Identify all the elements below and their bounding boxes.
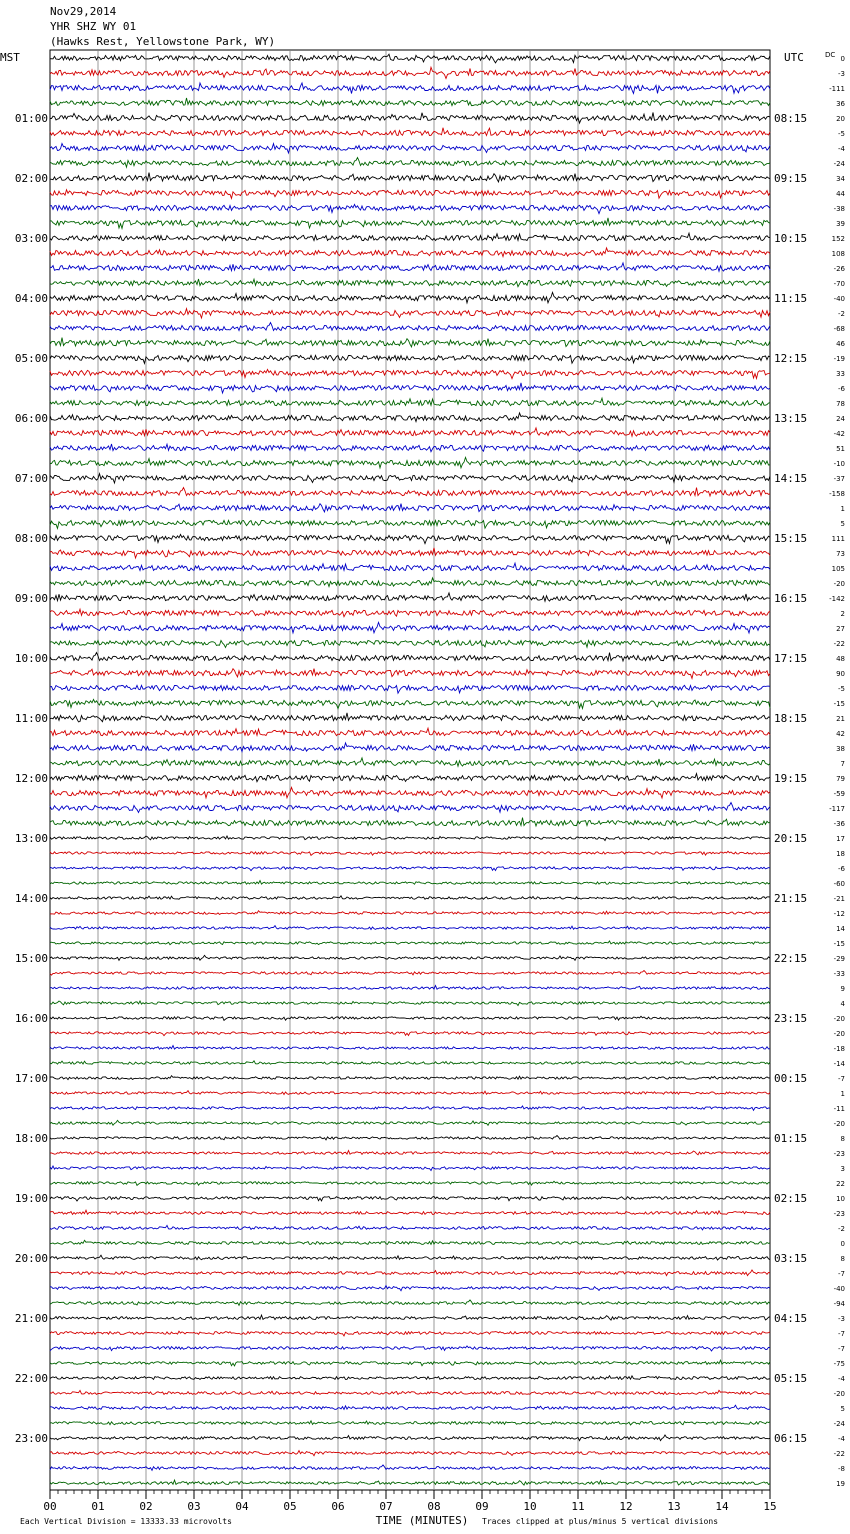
dc-offset-label: -4 — [838, 145, 845, 153]
x-tick-label: 02 — [139, 1500, 153, 1513]
x-tick-label: 14 — [715, 1500, 729, 1513]
seismic-trace — [50, 1346, 770, 1351]
seismic-trace — [50, 413, 770, 422]
dc-offset-label: 48 — [836, 655, 845, 663]
seismic-trace — [50, 728, 770, 735]
hour-label-utc: 16:15 — [774, 592, 808, 605]
dc-offset-label: -20 — [833, 1390, 845, 1398]
x-tick-label: 10 — [523, 1500, 537, 1513]
x-tick-label: 08 — [427, 1500, 441, 1513]
seismic-trace — [50, 774, 770, 782]
seismic-trace — [50, 609, 770, 617]
dc-offset-label: -20 — [833, 1030, 845, 1038]
dc-offset-label: 73 — [836, 550, 845, 558]
dc-offset-label: -7 — [838, 1270, 845, 1278]
seismic-trace — [50, 622, 770, 633]
seismic-trace — [50, 338, 770, 347]
hour-label-utc: 02:15 — [774, 1192, 808, 1205]
dc-offset-label: 1 — [840, 1090, 845, 1098]
x-tick-label: 09 — [475, 1500, 489, 1513]
utc-label: UTC — [784, 51, 804, 64]
seismic-trace — [50, 1151, 770, 1155]
seismic-trace — [50, 1136, 770, 1140]
dc-offset-label: 44 — [836, 190, 845, 198]
hour-label-utc: 01:15 — [774, 1132, 808, 1145]
seismic-trace — [50, 1435, 770, 1441]
dc-offset-label: 24 — [836, 415, 845, 423]
dc-offset-label: -14 — [833, 1060, 845, 1068]
hour-label-utc: 09:15 — [774, 172, 808, 185]
x-tick-label: 06 — [331, 1500, 345, 1513]
seismic-trace — [50, 204, 770, 213]
dc-offset-label: -5 — [838, 130, 845, 138]
x-tick-label: 15 — [763, 1500, 777, 1513]
hour-label-mst: 12:00 — [14, 772, 48, 785]
seismic-trace — [50, 803, 770, 813]
seismic-trace — [50, 926, 770, 930]
dc-offset-label: -20 — [833, 1120, 845, 1128]
hour-label-utc: 12:15 — [774, 352, 808, 365]
header-location: (Hawks Rest, Yellowstone Park, WY) — [50, 35, 276, 48]
dc-offset-label: -4 — [838, 1435, 845, 1443]
hour-label-utc: 17:15 — [774, 652, 808, 665]
dc-offset-label: -7 — [838, 1345, 845, 1353]
hour-label-mst: 13:00 — [14, 832, 48, 845]
seismic-trace — [50, 1032, 770, 1036]
seismic-trace — [50, 896, 770, 899]
seismic-trace — [50, 444, 770, 452]
seismic-trace — [50, 292, 770, 303]
dc-offset-label: -60 — [833, 880, 845, 888]
header-station: YHR SHZ WY 01 — [50, 20, 137, 33]
seismic-trace — [50, 699, 770, 708]
hour-label-mst: 03:00 — [14, 232, 48, 245]
seismic-trace — [50, 279, 770, 287]
dc-offset-label: 8 — [840, 1135, 845, 1143]
seismic-trace — [50, 1181, 770, 1185]
dc-offset-label: -29 — [833, 955, 845, 963]
dc-offset-label: 7 — [840, 760, 845, 768]
hour-label-utc: 22:15 — [774, 952, 808, 965]
dc-offset-label: -40 — [833, 295, 845, 303]
seismic-trace — [50, 520, 770, 528]
x-axis-title: TIME (MINUTES) — [375, 1514, 469, 1527]
seismic-trace — [50, 881, 770, 885]
seismic-trace — [50, 263, 770, 271]
dc-offset-label: -24 — [833, 160, 845, 168]
dc-offset-label: -75 — [833, 1360, 845, 1368]
dc-offset-label: -111 — [829, 85, 845, 93]
dc-offset-label: -37 — [833, 475, 845, 483]
dc-offset-label: 33 — [836, 370, 845, 378]
dc-offset-label: -12 — [833, 910, 845, 918]
seismic-trace — [50, 1106, 770, 1110]
dc-offset-label: -6 — [838, 385, 845, 393]
seismic-trace — [50, 233, 770, 240]
hour-label-mst: 14:00 — [14, 892, 48, 905]
dc-offset-label: -94 — [833, 1300, 845, 1308]
hour-label-utc: 06:15 — [774, 1432, 808, 1445]
dc-offset-label: -18 — [833, 1045, 845, 1053]
seismic-trace — [50, 685, 770, 693]
dc-offset-label: -7 — [838, 1075, 845, 1083]
hour-label-utc: 15:15 — [774, 532, 808, 545]
dc-offset-label: -68 — [833, 325, 845, 333]
hour-label-mst: 07:00 — [14, 472, 48, 485]
x-tick-label: 05 — [283, 1500, 297, 1513]
dc-offset-label: -158 — [829, 490, 845, 498]
dc-offset-label: 9 — [840, 985, 845, 993]
seismic-trace — [50, 563, 770, 570]
dc-offset-label: 1 — [840, 505, 845, 513]
clip-note: Traces clipped at plus/minus 5 vertical divisions — [482, 1517, 719, 1526]
dc-offset-label: 39 — [836, 220, 845, 228]
header-date: Nov29,2014 — [50, 5, 117, 18]
dc-offset-label: -40 — [833, 1285, 845, 1293]
dc-offset-label: -22 — [833, 640, 845, 648]
dc-offset-label: 34 — [836, 175, 845, 183]
seismic-trace — [50, 1480, 770, 1485]
seismic-trace — [50, 383, 770, 393]
scale-note: Each Vertical Division = 13333.33 microvolts — [20, 1517, 232, 1526]
seismic-trace — [50, 248, 770, 257]
dc-offset-label: -33 — [833, 970, 845, 978]
seismic-trace — [50, 548, 770, 558]
dc-offset-label: -15 — [833, 940, 845, 948]
dc-offset-label: -26 — [833, 265, 845, 273]
dc-offset-label: -23 — [833, 1150, 845, 1158]
seismic-trace — [50, 1120, 770, 1125]
hour-label-utc: 23:15 — [774, 1012, 808, 1025]
seismic-trace — [50, 1331, 770, 1336]
x-tick-label: 01 — [91, 1500, 105, 1513]
hour-label-mst: 18:00 — [14, 1132, 48, 1145]
seismic-trace — [50, 534, 770, 543]
seismic-trace — [50, 428, 770, 436]
dc-offset-label: 14 — [836, 925, 845, 933]
dc-offset-label: 8 — [840, 1255, 845, 1263]
seismic-trace — [50, 653, 770, 662]
hour-label-mst: 09:00 — [14, 592, 48, 605]
dc-offset-label: 21 — [836, 715, 845, 723]
seismic-trace — [50, 309, 770, 318]
dc-offset-label: -8 — [838, 1465, 845, 1473]
dc-offset-label: -7 — [838, 1330, 845, 1338]
seismic-trace — [50, 867, 770, 871]
seismic-trace — [50, 1016, 770, 1020]
dc-offset-label: 5 — [840, 1405, 845, 1413]
seismic-trace — [50, 355, 770, 363]
x-tick-label: 07 — [379, 1500, 393, 1513]
dc-offset-label: 90 — [836, 670, 845, 678]
x-tick-label: 03 — [187, 1500, 201, 1513]
seismic-trace — [50, 144, 770, 154]
hour-label-mst: 08:00 — [14, 532, 48, 545]
dc-offset-label: -2 — [838, 1225, 845, 1233]
dc-offset-label: -70 — [833, 280, 845, 288]
dc-offset-label: -3 — [838, 1315, 845, 1323]
hour-label-utc: 11:15 — [774, 292, 808, 305]
x-tick-label: 04 — [235, 1500, 249, 1513]
dc-offset-label: 0 — [840, 55, 845, 63]
hour-label-utc: 08:15 — [774, 112, 808, 125]
seismic-trace — [50, 457, 770, 468]
seismic-trace — [50, 1376, 770, 1380]
seismic-trace — [50, 787, 770, 798]
dc-offset-label: 2 — [840, 610, 845, 618]
seismic-trace — [50, 158, 770, 168]
hour-label-mst: 23:00 — [14, 1432, 48, 1445]
seismic-trace — [50, 190, 770, 199]
seismic-trace — [50, 83, 770, 94]
hour-label-utc: 03:15 — [774, 1252, 808, 1265]
seismic-trace — [50, 1091, 770, 1095]
dc-offset-label: -38 — [833, 205, 845, 213]
seismic-trace — [50, 1405, 770, 1409]
dc-offset-label: 36 — [836, 100, 845, 108]
seismic-trace — [50, 323, 770, 331]
seismic-trace — [50, 578, 770, 587]
hour-label-mst: 06:00 — [14, 412, 48, 425]
seismic-trace — [50, 1286, 770, 1291]
hour-label-utc: 13:15 — [774, 412, 808, 425]
dc-offset-label: 5 — [840, 520, 845, 528]
hour-label-mst: 15:00 — [14, 952, 48, 965]
dc-offset-label: -15 — [833, 700, 845, 708]
dc-offset-label: -5 — [838, 685, 845, 693]
dc-offset-label: 19 — [836, 1480, 845, 1488]
dc-offset-label: 79 — [836, 775, 845, 783]
seismic-trace — [50, 593, 770, 601]
hour-label-mst: 17:00 — [14, 1072, 48, 1085]
seismic-trace — [50, 1076, 770, 1080]
seismic-trace — [50, 173, 770, 182]
seismic-trace — [50, 1315, 770, 1320]
seismic-trace — [50, 1061, 770, 1064]
hour-label-utc: 14:15 — [774, 472, 808, 485]
dc-offset-label: 20 — [836, 115, 845, 123]
seismic-trace — [50, 398, 770, 405]
hour-label-mst: 10:00 — [14, 652, 48, 665]
dc-offset-label: -6 — [838, 865, 845, 873]
dc-offset-label: 152 — [831, 235, 845, 243]
seismic-trace — [50, 98, 770, 106]
hour-label-mst: 20:00 — [14, 1252, 48, 1265]
dc-offset-label: 17 — [836, 835, 845, 843]
dc-offset-label: -2 — [838, 310, 845, 318]
hour-label-utc: 21:15 — [774, 892, 808, 905]
seismic-trace — [50, 986, 770, 990]
seismic-trace — [50, 640, 770, 647]
dc-offset-label: -117 — [829, 805, 845, 813]
dc-offset-label: -11 — [833, 1105, 845, 1113]
dc-offset-label: 10 — [836, 1195, 845, 1203]
dc-offset-label: 22 — [836, 1180, 845, 1188]
hour-label-utc: 18:15 — [774, 712, 808, 725]
dc-offset-label: 42 — [836, 730, 845, 738]
dc-offset-label: 0 — [840, 1240, 845, 1248]
seismic-trace — [50, 1255, 770, 1260]
hour-label-utc: 20:15 — [774, 832, 808, 845]
hour-label-utc: 00:15 — [774, 1072, 808, 1085]
seismic-trace — [50, 1300, 770, 1305]
seismic-trace — [50, 1421, 770, 1425]
hour-label-mst: 01:00 — [14, 112, 48, 125]
seismic-trace — [50, 669, 770, 679]
seismic-trace — [50, 911, 770, 915]
hour-label-mst: 02:00 — [14, 172, 48, 185]
x-tick-label: 11 — [571, 1500, 585, 1513]
seismic-trace — [50, 971, 770, 976]
dc-offset-label: -22 — [833, 1450, 845, 1458]
x-tick-label: 12 — [619, 1500, 633, 1513]
dc-offset-label: -4 — [838, 1375, 845, 1383]
seismic-trace — [50, 1166, 770, 1171]
seismic-trace — [50, 67, 770, 78]
seismic-trace — [50, 1240, 770, 1244]
dc-offset-label: 3 — [840, 1165, 845, 1173]
hour-label-mst: 11:00 — [14, 712, 48, 725]
dc-offset-label: -19 — [833, 355, 845, 363]
seismic-trace — [50, 128, 770, 136]
hour-label-mst: 19:00 — [14, 1192, 48, 1205]
dc-offset-label: -10 — [833, 460, 845, 468]
dc-offset-label: 105 — [831, 565, 845, 573]
seismic-trace — [50, 1225, 770, 1230]
seismic-trace — [50, 941, 770, 945]
seismic-trace — [50, 1210, 770, 1214]
seismic-trace — [50, 1001, 770, 1006]
dc-offset-label: 18 — [836, 850, 845, 858]
x-tick-label: 00 — [43, 1500, 57, 1513]
seismic-trace — [50, 818, 770, 826]
hour-label-mst: 05:00 — [14, 352, 48, 365]
dc-offset-label: -36 — [833, 820, 845, 828]
hour-label-mst: 04:00 — [14, 292, 48, 305]
dc-offset-label: -59 — [833, 790, 845, 798]
dc-offset-label: 51 — [836, 445, 845, 453]
seismic-trace — [50, 504, 770, 512]
seismic-trace — [50, 488, 770, 497]
seismic-trace — [50, 54, 770, 63]
seismic-trace — [50, 955, 770, 960]
hour-label-mst: 16:00 — [14, 1012, 48, 1025]
dc-offset-label: 78 — [836, 400, 845, 408]
seismic-trace — [50, 851, 770, 855]
dc-offset-label: -20 — [833, 1015, 845, 1023]
dc-offset-label: -3 — [838, 70, 845, 78]
hour-label-utc: 10:15 — [774, 232, 808, 245]
seismic-trace — [50, 369, 770, 378]
x-tick-label: 13 — [667, 1500, 681, 1513]
hour-label-utc: 05:15 — [774, 1372, 808, 1385]
dc-offset-label: -24 — [833, 1420, 845, 1428]
seismic-trace — [50, 1465, 770, 1470]
seismic-trace — [50, 218, 770, 229]
dc-offset-label: -23 — [833, 1210, 845, 1218]
seismic-trace — [50, 743, 770, 752]
dc-offset-label: -142 — [829, 595, 845, 603]
seismic-trace — [50, 758, 770, 766]
seismic-trace — [50, 1390, 770, 1395]
dc-header-label: DC — [825, 51, 836, 59]
dc-offset-label: 46 — [836, 340, 845, 348]
hour-label-utc: 04:15 — [774, 1312, 808, 1325]
dc-offset-label: 108 — [831, 250, 845, 258]
seismic-trace — [50, 713, 770, 722]
seismic-trace — [50, 474, 770, 483]
seismic-trace — [50, 1196, 770, 1201]
dc-offset-label: -42 — [833, 430, 845, 438]
seismic-trace — [50, 113, 770, 124]
dc-offset-label: -21 — [833, 895, 845, 903]
mst-label: MST — [0, 51, 20, 64]
dc-offset-label: 27 — [836, 625, 845, 633]
hour-label-mst: 21:00 — [14, 1312, 48, 1325]
seismic-trace — [50, 1046, 770, 1050]
seismic-trace — [50, 1270, 770, 1276]
dc-offset-label: 111 — [831, 535, 845, 543]
dc-offset-label: 4 — [840, 1000, 845, 1008]
dc-offset-label: 38 — [836, 745, 845, 753]
hour-label-mst: 22:00 — [14, 1372, 48, 1385]
seismic-trace — [50, 836, 770, 841]
seismic-trace — [50, 1451, 770, 1456]
hour-label-utc: 19:15 — [774, 772, 808, 785]
seismic-trace — [50, 1360, 770, 1366]
dc-offset-label: -20 — [833, 580, 845, 588]
